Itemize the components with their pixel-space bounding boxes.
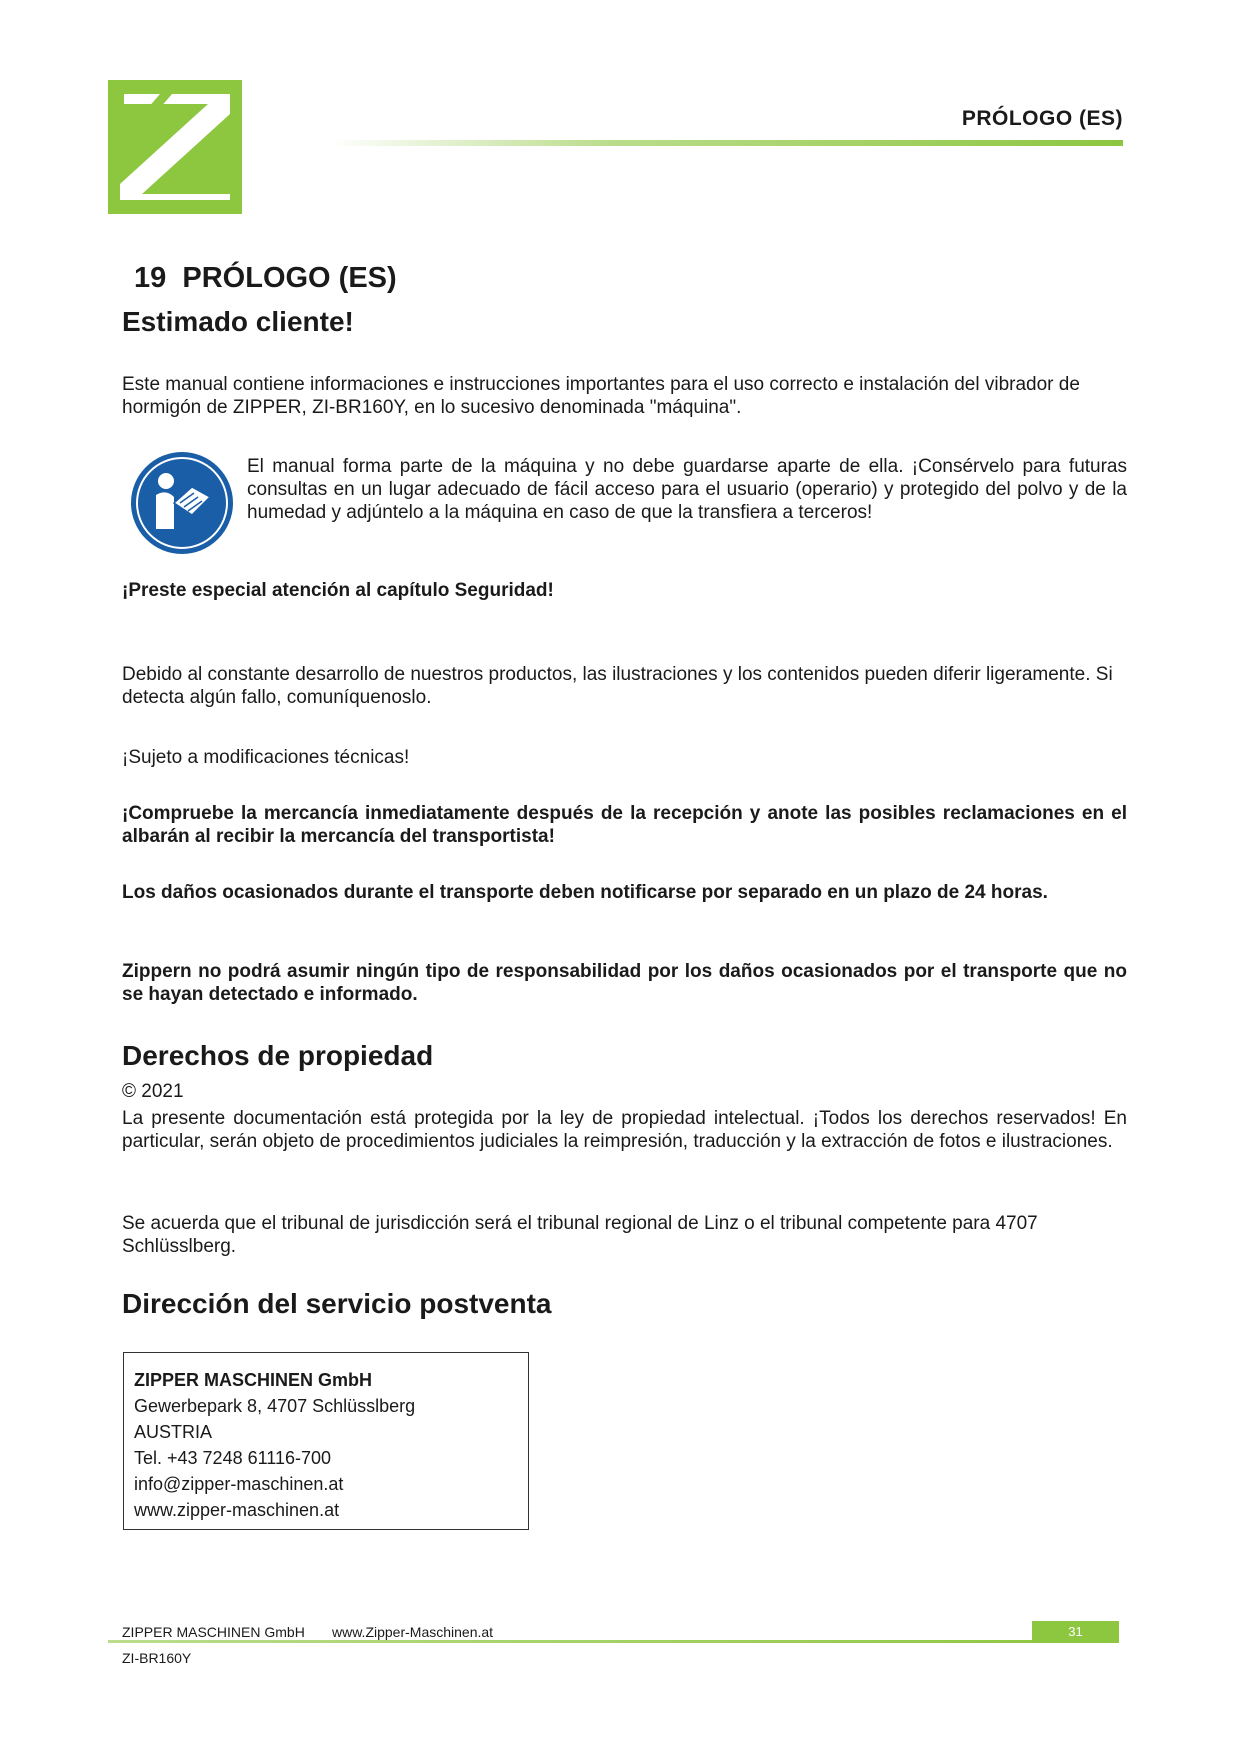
footer-model: ZI-BR160Y xyxy=(122,1650,192,1666)
copyright-text: La presente documentación está protegida por la ley de propiedad intelectual. ¡Todos los derechos reservados! En particular, serán objeto de procedimientos judiciales la reimpresión, traducción y la extracción de fotos e ilustraciones. xyxy=(122,1108,1127,1152)
service-email[interactable]: info@zipper-maschinen.at xyxy=(134,1474,344,1494)
copyright-heading: Derechos de propiedad xyxy=(122,1040,434,1071)
copyright-year: © 2021 xyxy=(122,1081,184,1102)
header-section-title: PRÓLOGO (ES) xyxy=(961,107,1123,130)
footer-divider xyxy=(108,1640,1118,1643)
footer-website[interactable]: www.Zipper-Maschinen.at xyxy=(332,1624,494,1640)
service-website[interactable]: www.zipper-maschinen.at xyxy=(134,1500,340,1520)
manual-storage-note: El manual forma parte de la máquina y no debe guardarse aparte de ella. ¡Consérvelo para futuras consultas en un lugar adecuado de fácil acceso para el usuario (operario) y protegido del polvo y de la humedad y adjúntelo a la máquina en caso de que la transfiera a terceros! xyxy=(247,456,1127,523)
service-street: Gewerbepark 8, 4707 Schlüsslberg xyxy=(134,1396,416,1416)
transport-damage-paragraph: Los daños ocasionados durante el transporte deben notificarse por separado en un plazo de 24 horas. xyxy=(122,882,1048,903)
chapter-name: PRÓLOGO (ES) xyxy=(182,262,397,294)
service-country: AUSTRIA xyxy=(134,1422,213,1442)
jurisdiction-text: Se acuerda que el tribunal de jurisdicción será el tribunal regional de Linz o el tribunal competente para 4707 Schlüsslberg. xyxy=(122,1213,1038,1257)
header-divider xyxy=(330,140,1123,146)
intro-paragraph: Este manual contiene informaciones e instrucciones importantes para el uso correcto e instalación del vibrador de hormigón de ZIPPER, ZI-BR160Y, en lo sucesivo denominada "máquina". xyxy=(122,374,1080,418)
chapter-title xyxy=(134,262,397,295)
modifications-note: ¡Sujeto a modificaciones técnicas! xyxy=(122,747,410,768)
read-manual-icon xyxy=(130,451,234,555)
development-paragraph: Debido al constante desarrollo de nuestros productos, las ilustraciones y los contenidos pueden diferir ligeramente. Si detecta algún fallo, comuníquenoslo. xyxy=(122,664,1113,708)
zipper-logo xyxy=(108,80,242,214)
service-phone[interactable]: Tel. +43 7248 61116-700 xyxy=(134,1448,331,1468)
page-number: 31 xyxy=(1032,1621,1119,1643)
service-heading: Dirección del servicio postventa xyxy=(122,1288,552,1319)
footer-company: ZIPPER MASCHINEN GmbH xyxy=(122,1624,305,1640)
check-goods-paragraph: ¡Compruebe la mercancía inmediatamente después de la recepción y anote las posibles reclamaciones en el albarán al recibir la mercancía del transportista! xyxy=(122,803,1127,847)
service-address-box xyxy=(123,1352,529,1530)
safety-attention: ¡Preste especial atención al capítulo Seguridad! xyxy=(122,580,554,601)
liability-paragraph: Zippern no podrá asumir ningún tipo de responsabilidad por los daños ocasionados por el transporte que no se hayan detectado e informado. xyxy=(122,961,1127,1005)
greeting-heading: Estimado cliente! xyxy=(122,306,354,337)
chapter-number: 19 xyxy=(134,262,167,294)
service-company: ZIPPER MASCHINEN GmbH xyxy=(134,1370,373,1390)
